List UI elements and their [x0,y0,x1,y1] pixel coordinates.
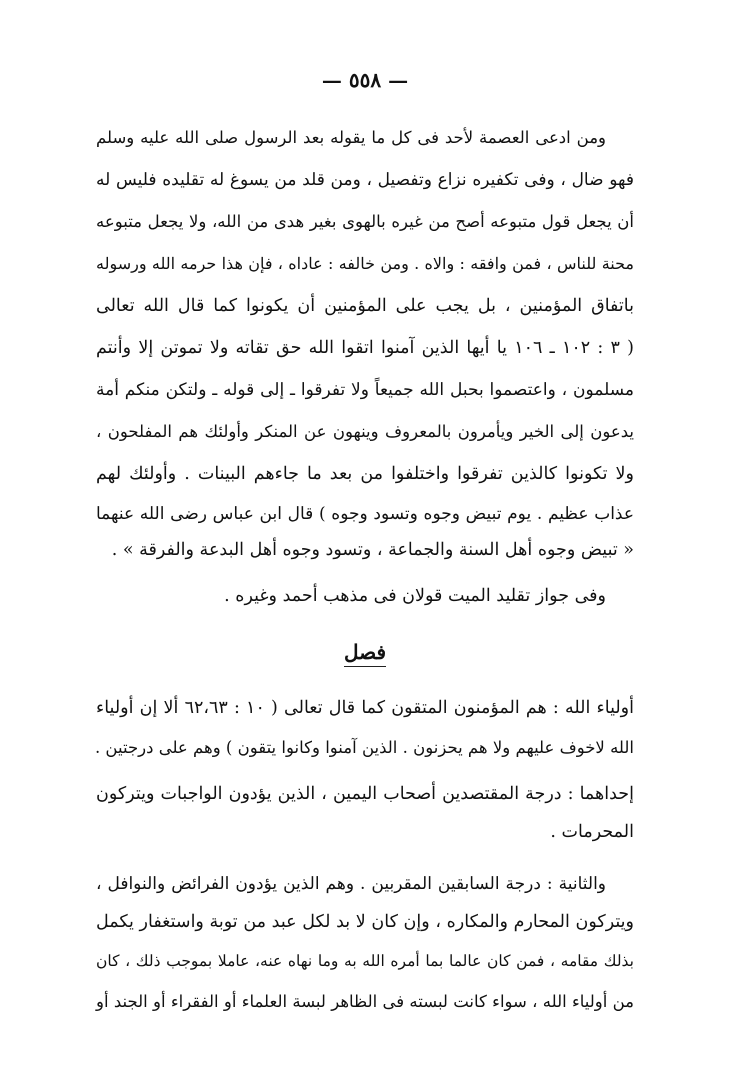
text-line: محنة للناس ، فمن وافقه : والاه . ومن خالفه : عاداه ، فإن هذا حرمه الله ورسوله [96,254,634,273]
text-line: مسلمون ، واعتصموا بحبل الله جميعاً ولا تفرقوا ـ إلى قوله ـ ولتكن منكم أمة [96,380,634,400]
text-line: « تبيض وجوه أهل السنة والجماعة ، وتسود وجوه أهل البدعة والفرقة » . [111,540,634,560]
text-line: أولياء الله : هم المؤمنون المتقون كما قال تعالى ( ١٠ : ٦٢،٦٣ ألا إن أولياء [96,698,634,718]
text-line: وفى جواز تقليد الميت قولان فى مذهب أحمد وغيره . [224,586,606,606]
text-line: ( ٣ : ١٠٢ ـ ١٠٦ يا أيها الذين آمنوا اتقوا الله حق تقاته ولا تموتن إلا وأنتم [96,338,634,358]
page-number: — ٥٥٨ — [321,68,409,92]
text-line: ولا تكونوا كالذين تفرقوا واختلفوا من بعد ما جاءهم البينات . وأولئك لهم [96,464,634,484]
text-line: المحرمات . [550,822,634,842]
section-title-text: فصل [344,640,386,667]
text-line: فهو ضال ، وفى تكفيره نزاع وتفصيل ، ومن قلد من يسوغ له تقليده فليس له [96,170,634,190]
text-line: أن يجعل قول متبوعه أصح من غيره بالهوى بغير هدى من الله، ولا يجعل متبوعه [96,212,634,231]
section-title [0,640,730,664]
text-line: إحداهما : درجة المقتصدين أصحاب اليمين ، الذين يؤدون الواجبات ويتركون [96,784,634,804]
text-line: والثانية : درجة السابقين المقربين . وهم الذين يؤدون الفرائض والنوافل ، [96,874,606,894]
text-line: بذلك مقامه ، فمن كان عالما بما أمره الله به وما نهاه عنه، عاملا بموجب ذلك ، كان [96,952,634,970]
text-line: من أولياء الله ، سواء كانت لبسته فى الظاهر لبسة العلماء أو الفقراء أو الجند أو [96,992,634,1011]
text-line: الله لاخوف عليهم ولا هم يحزنون . الذين آمنوا وكانوا يتقون ) وهم على درجتين . [94,738,634,757]
text-line: باتفاق المؤمنين ، بل يجب على المؤمنين أن يكونوا كما قال الله تعالى [96,296,634,316]
text-line: ويتركون المحارم والمكاره ، وإن كان لا بد لكل عبد من توبة واستغفار يكمل [96,912,634,932]
text-line: يدعون إلى الخير ويأمرون بالمعروف وينهون عن المنكر وأولئك هم المفلحون ، [96,422,634,441]
text-line: عذاب عظيم . يوم تبيض وجوه وتسود وجوه ) قال ابن عباس رضى الله عنهما [96,504,634,524]
text-line: ومن ادعى العصمة لأحد فى كل ما يقوله بعد الرسول صلى الله عليه وسلم [96,128,606,147]
